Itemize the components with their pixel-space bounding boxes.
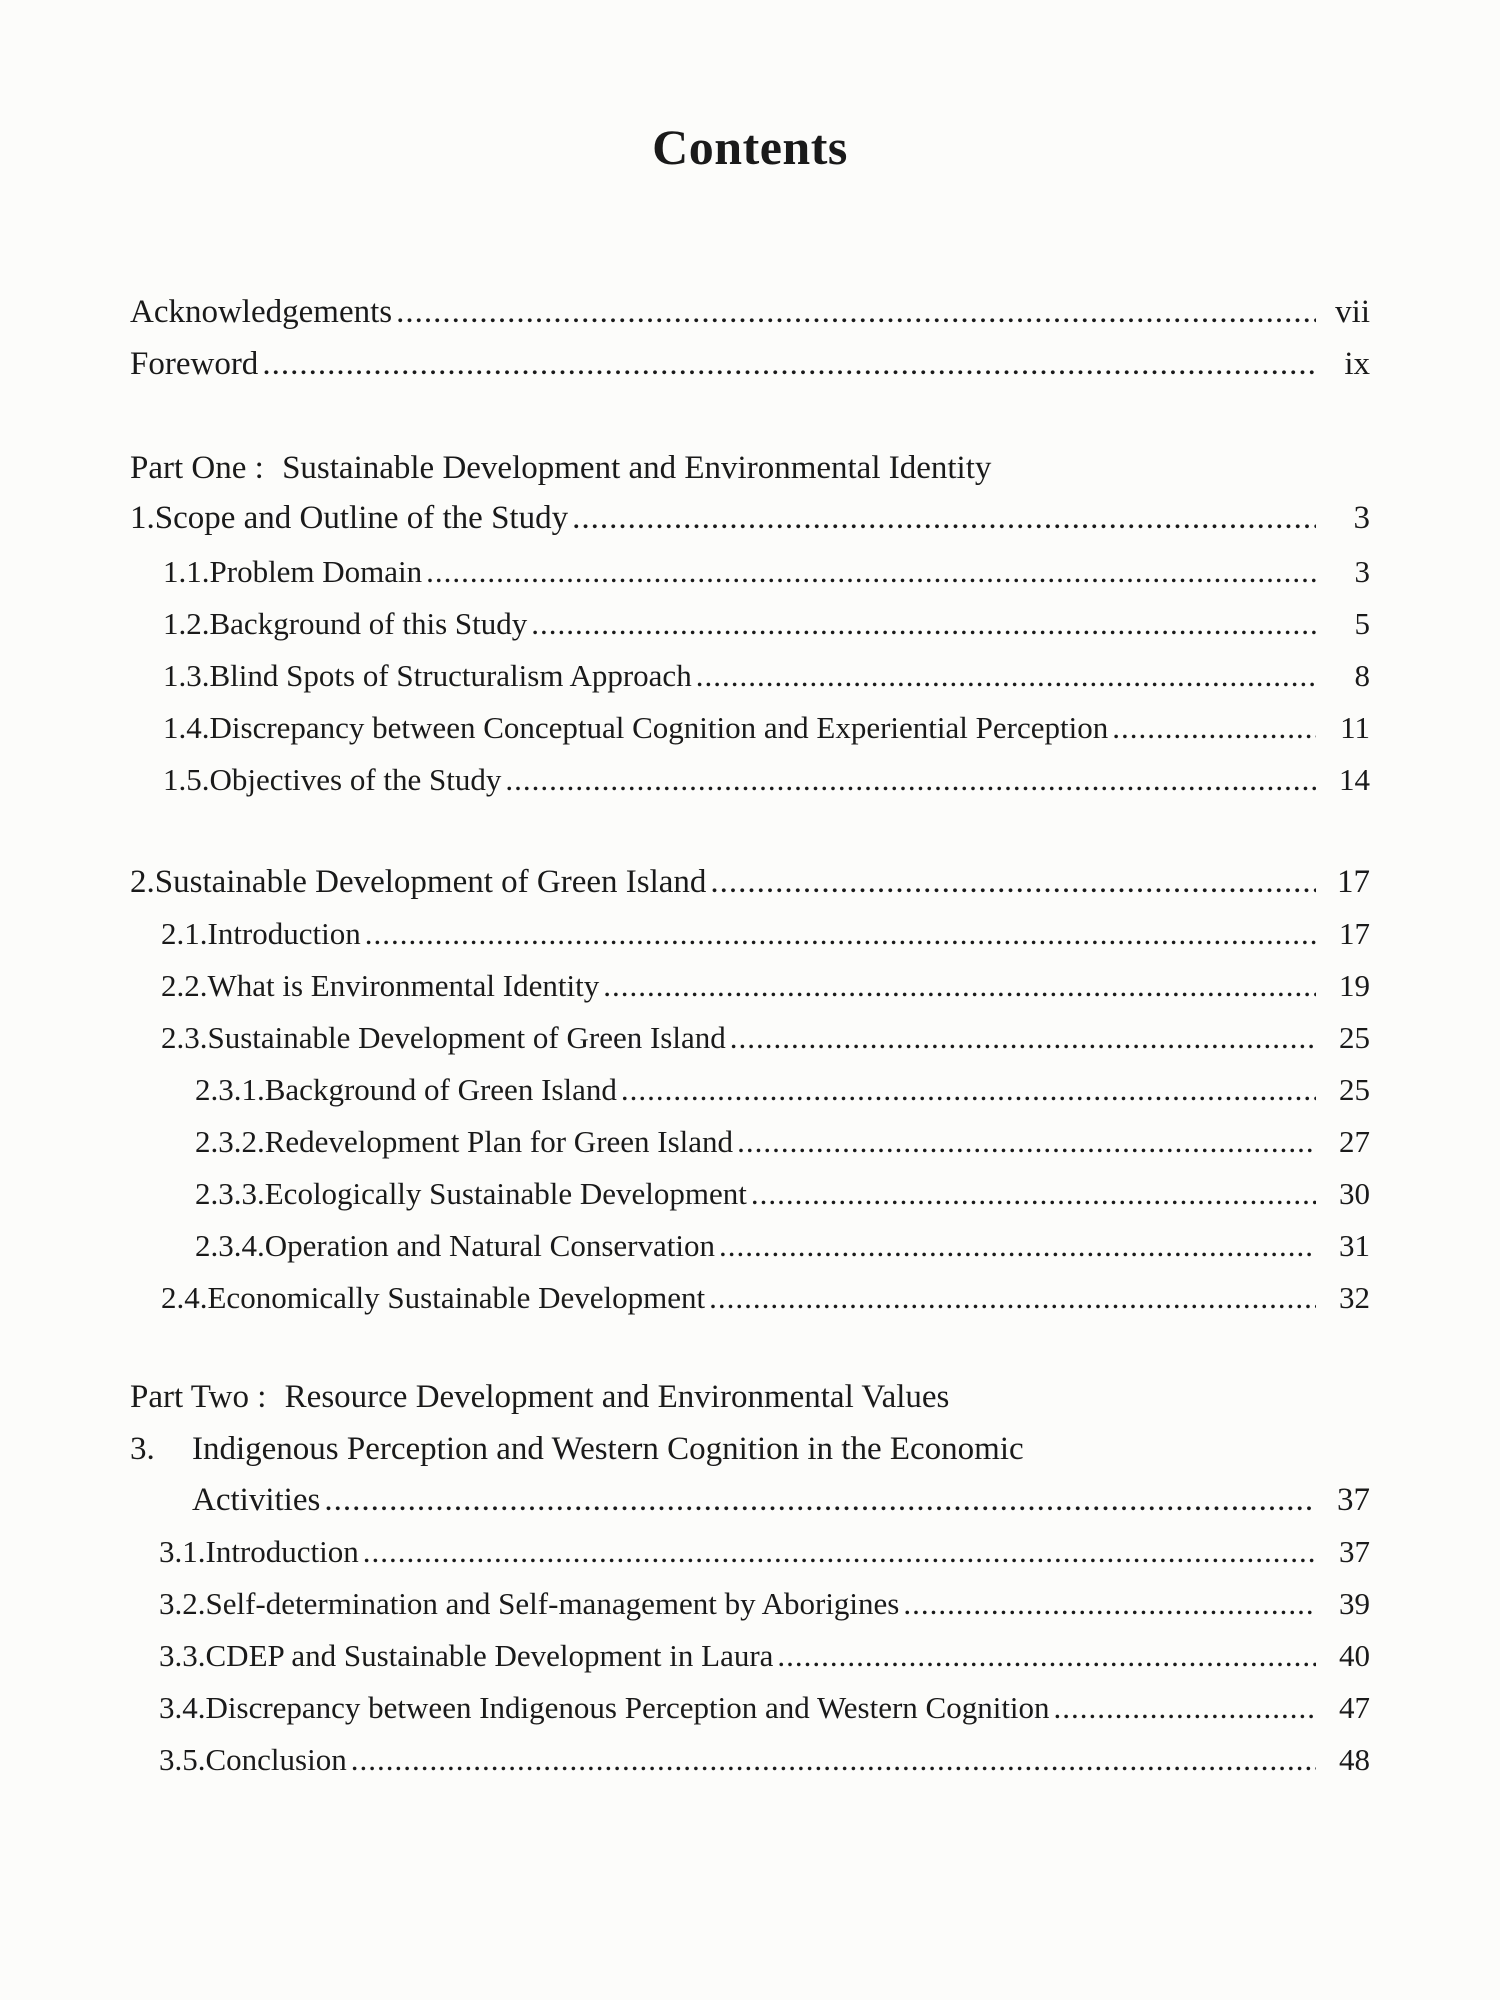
- leader-dots: [505, 760, 1316, 800]
- page-number: 32: [1339, 1280, 1370, 1315]
- leader-dots: [621, 1070, 1316, 1110]
- toc-entry-chapter-2[interactable]: [130, 862, 1370, 902]
- leader-dots: [365, 914, 1316, 954]
- entry-number: 1.3.: [163, 658, 210, 693]
- toc-entry-section[interactable]: [163, 552, 1370, 592]
- leader-dots: [710, 862, 1316, 902]
- entry-title: Objectives of the Study: [209, 762, 502, 797]
- page-number: 3: [1353, 500, 1370, 536]
- page-number: 3: [1354, 554, 1370, 589]
- entry-number: 3.1.: [159, 1534, 206, 1569]
- entry-title: Background of Green Island: [264, 1072, 617, 1107]
- toc-entry-section[interactable]: [159, 1532, 1370, 1572]
- page-number: 27: [1339, 1124, 1370, 1159]
- leader-dots: [531, 604, 1316, 644]
- part-title: Resource Development and Environmental Values: [284, 1379, 950, 1415]
- page-number: 39: [1339, 1586, 1370, 1621]
- leader-dots: [696, 656, 1316, 696]
- entry-number: 1.5.: [163, 762, 210, 797]
- page-number: 30: [1339, 1176, 1370, 1211]
- entry-title: Blind Spots of Structuralism Approach: [209, 658, 692, 693]
- toc-entry-subsection[interactable]: [195, 1070, 1370, 1110]
- page-number: 19: [1339, 968, 1370, 1003]
- toc-entry-section[interactable]: [161, 1018, 1370, 1058]
- toc-entry-section[interactable]: [159, 1636, 1370, 1676]
- toc-entry-subsection[interactable]: [195, 1226, 1370, 1266]
- leader-dots: [603, 966, 1316, 1006]
- part-title: Sustainable Development and Environmental Identity: [282, 450, 992, 486]
- page-number: 37: [1337, 1482, 1370, 1518]
- toc-entry-acknowledgements[interactable]: [130, 292, 1370, 332]
- entry-number: 2.4.: [161, 1280, 208, 1315]
- leader-dots: [730, 1018, 1316, 1058]
- entry-number: 2.: [130, 864, 155, 900]
- entry-title: Background of this Study: [209, 606, 528, 641]
- toc-entry-section[interactable]: [161, 966, 1370, 1006]
- page-number: 37: [1339, 1534, 1370, 1569]
- leader-dots: [351, 1740, 1316, 1780]
- toc-entry-section[interactable]: [161, 1278, 1370, 1318]
- leader-dots: [396, 292, 1316, 332]
- toc-entry-section[interactable]: [163, 656, 1370, 696]
- leader-dots: [262, 344, 1316, 384]
- page-number: 8: [1354, 658, 1370, 693]
- leader-dots: [363, 1532, 1316, 1572]
- entry-number: 2.3.3.: [195, 1176, 265, 1211]
- part-two-heading: [130, 1376, 949, 1418]
- toc-entry-section[interactable]: [163, 708, 1370, 748]
- entry-number: 3.: [130, 1431, 155, 1467]
- leader-dots: [719, 1226, 1316, 1266]
- part-label: Part Two :: [130, 1379, 267, 1415]
- page-number: 40: [1339, 1638, 1370, 1673]
- leader-dots: [903, 1584, 1316, 1624]
- entry-title: Sustainable Development of Green Island: [207, 1020, 726, 1055]
- leader-dots: [572, 498, 1316, 538]
- entry-title: Operation and Natural Conservation: [264, 1228, 715, 1263]
- leader-dots: [709, 1278, 1316, 1318]
- leader-dots: [426, 552, 1316, 592]
- toc-entry-chapter-1[interactable]: [130, 498, 1370, 538]
- page-number: vii: [1335, 294, 1370, 330]
- toc-entry-section[interactable]: [163, 604, 1370, 644]
- entry-number: 1.2.: [163, 606, 210, 641]
- entry-number: 3.3.: [159, 1638, 206, 1673]
- page-title: Contents: [652, 119, 848, 175]
- entry-title: What is Environmental Identity: [207, 968, 600, 1003]
- page-number: 25: [1339, 1072, 1370, 1107]
- entry-number: 2.3.1.: [195, 1072, 265, 1107]
- entry-title: Acknowledgements: [130, 294, 393, 330]
- entry-title-continued: Activities: [192, 1482, 321, 1518]
- entry-number: 2.3.: [161, 1020, 208, 1055]
- entry-number: 3.5.: [159, 1742, 206, 1777]
- toc-entry-chapter-3-line2[interactable]: [192, 1480, 1370, 1520]
- leader-dots: [777, 1636, 1316, 1676]
- page-number: 17: [1339, 916, 1370, 951]
- page-number: ix: [1344, 346, 1370, 382]
- entry-title: Sustainable Development of Green Island: [154, 864, 707, 900]
- leader-dots: [324, 1480, 1316, 1520]
- toc-entry-subsection[interactable]: [195, 1174, 1370, 1214]
- page-number: 14: [1339, 762, 1370, 797]
- toc-entry-section[interactable]: [159, 1584, 1370, 1624]
- toc-entry-foreword[interactable]: [130, 344, 1370, 384]
- entry-number: 2.1.: [161, 916, 208, 951]
- part-label: Part One :: [130, 450, 264, 486]
- page-number: 25: [1339, 1020, 1370, 1055]
- entry-number: 2.3.2.: [195, 1124, 265, 1159]
- page-number: 47: [1339, 1690, 1370, 1725]
- entry-number: 1.4.: [163, 710, 210, 745]
- entry-title: CDEP and Sustainable Development in Laura: [205, 1638, 774, 1673]
- entry-title: Economically Sustainable Development: [207, 1280, 706, 1315]
- leader-dots: [737, 1122, 1316, 1162]
- leader-dots: [751, 1174, 1316, 1214]
- entry-number: 2.3.4.: [195, 1228, 265, 1263]
- page-number: 11: [1340, 710, 1370, 745]
- leader-dots: [1054, 1688, 1316, 1728]
- entry-title: Problem Domain: [209, 554, 423, 589]
- entry-title: Self-determination and Self-management by Aborigines: [205, 1586, 900, 1621]
- entry-number: 1.: [130, 500, 155, 536]
- page-number: 48: [1339, 1742, 1370, 1777]
- entry-title: Conclusion: [205, 1742, 347, 1777]
- entry-title: Redevelopment Plan for Green Island: [264, 1124, 734, 1159]
- entry-title: Discrepancy between Indigenous Perception and Western Cognition: [205, 1690, 1050, 1725]
- entry-number: 1.1.: [163, 554, 210, 589]
- page-number: 17: [1337, 864, 1370, 900]
- leader-dots: [1112, 708, 1316, 748]
- toc-entry-section[interactable]: [161, 914, 1370, 954]
- entry-title: Discrepancy between Conceptual Cognition and Experiential Perception: [209, 710, 1109, 745]
- toc-entry-chapter-3-line1[interactable]: [130, 1428, 1024, 1470]
- entry-number: 3.2.: [159, 1586, 206, 1621]
- entry-title: Introduction: [205, 1534, 359, 1569]
- toc-entry-section[interactable]: [159, 1688, 1370, 1728]
- part-one-heading: [130, 447, 991, 489]
- entry-number: 3.4.: [159, 1690, 206, 1725]
- page-number: 31: [1339, 1228, 1370, 1263]
- toc-entry-subsection[interactable]: [195, 1122, 1370, 1162]
- entry-title: Indigenous Perception and Western Cognition in the Economic: [192, 1431, 1024, 1467]
- toc-entry-section[interactable]: [159, 1740, 1370, 1780]
- entry-title: Ecologically Sustainable Development: [264, 1176, 747, 1211]
- entry-number: 2.2.: [161, 968, 208, 1003]
- page-number: 5: [1354, 606, 1370, 641]
- entry-title: Introduction: [207, 916, 361, 951]
- entry-title: Foreword: [130, 346, 259, 382]
- toc-entry-section[interactable]: [163, 760, 1370, 800]
- entry-title: Scope and Outline of the Study: [154, 500, 569, 536]
